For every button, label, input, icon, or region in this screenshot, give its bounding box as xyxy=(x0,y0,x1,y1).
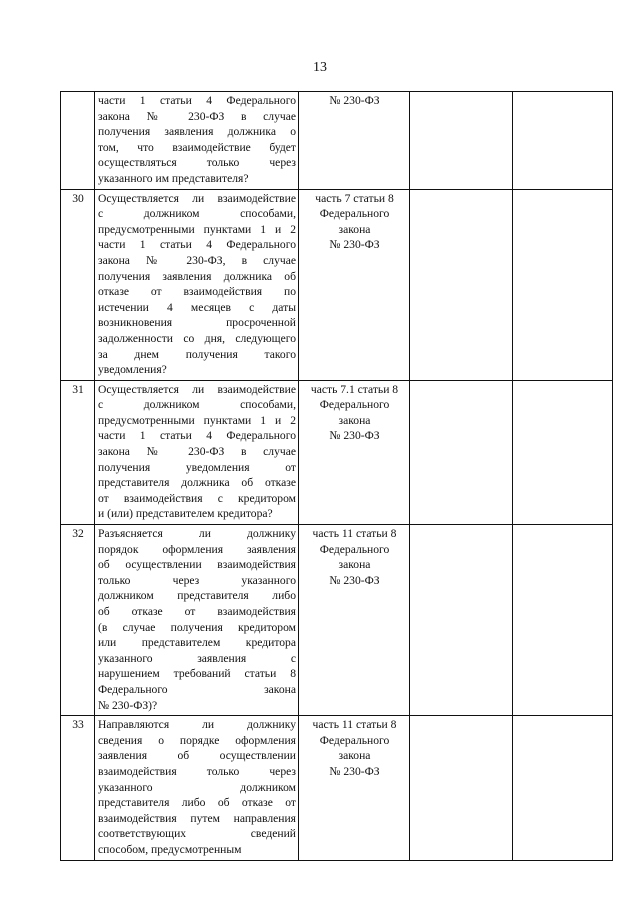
question-text-line: с должником способами, xyxy=(98,207,296,221)
question-text-line: порядок оформления заявления xyxy=(98,542,296,556)
question-text-line: предусмотренными пунктами 1 и 2 xyxy=(98,222,296,236)
legal-basis-line: закона xyxy=(338,749,371,763)
question-text-line: № 230-ФЗ)? xyxy=(98,698,158,712)
question-text-line: получения заявления должника об xyxy=(98,269,296,283)
question-cell xyxy=(95,189,299,380)
question-text-line: представителя либо об отказе от xyxy=(98,796,296,810)
question-text-line: Разъясняется ли должнику xyxy=(98,527,296,541)
question-text-line: части 1 статьи 4 Федерального xyxy=(98,94,296,107)
question-text-line: том, что взаимодействие будет xyxy=(98,140,296,154)
legal-basis-line: часть 11 статьи 8 xyxy=(312,527,397,541)
question-text-line: за днем получения такого xyxy=(98,347,296,361)
question-text-line: указанного должником xyxy=(98,780,296,794)
question-text-line: только через указанного xyxy=(98,573,296,587)
table-row xyxy=(61,92,613,190)
answer-cell xyxy=(410,92,513,190)
answer-cell xyxy=(410,380,513,524)
checklist-table xyxy=(60,91,613,861)
question-text-line: осуществляться только через xyxy=(98,156,296,170)
question-text-line: сведения о порядке оформления xyxy=(98,733,296,747)
legal-basis-line: № 230-ФЗ xyxy=(329,764,380,778)
row-number: 31 xyxy=(61,380,95,524)
question-text-line: (в случае получения кредитором xyxy=(98,620,296,634)
question-text-line: части 1 статьи 4 Федерального xyxy=(98,429,296,443)
question-text-line: соответствующих сведений xyxy=(98,827,296,841)
table-row xyxy=(61,189,613,380)
question-text-line: взаимодействия только через xyxy=(98,764,296,778)
legal-basis-line: № 230-ФЗ xyxy=(329,94,380,107)
question-text-line: представителя должника об отказе xyxy=(98,476,296,490)
question-cell xyxy=(95,92,299,190)
row-number: 32 xyxy=(61,525,95,716)
note-cell xyxy=(513,189,613,380)
table-row xyxy=(61,380,613,524)
legal-basis-line: № 230-ФЗ xyxy=(329,238,380,252)
legal-basis-line: № 230-ФЗ xyxy=(329,429,380,443)
legal-basis-line: часть 7 статьи 8 xyxy=(315,191,394,205)
note-cell xyxy=(513,716,613,860)
note-cell xyxy=(513,380,613,524)
question-text-line: заявления об осуществлении xyxy=(98,749,296,763)
legal-basis-cell xyxy=(299,525,410,716)
row-number: 30 xyxy=(61,189,95,380)
row-number xyxy=(61,92,95,190)
legal-basis-line: Федерального xyxy=(319,398,390,412)
question-text-line: закона № 230-ФЗ в случае xyxy=(98,109,296,123)
page-number: 13 xyxy=(313,60,327,75)
legal-basis-line: № 230-ФЗ xyxy=(329,573,380,587)
question-text-line: нарушением требований статьи 8 xyxy=(98,667,296,681)
question-text-line: и (или) представителем кредитора? xyxy=(98,507,273,521)
question-text-line: с должником способами, xyxy=(98,398,296,412)
question-text-line: взаимодействия путем направления xyxy=(98,811,296,825)
question-cell xyxy=(95,525,299,716)
legal-basis-cell xyxy=(299,716,410,860)
legal-basis-line: закона xyxy=(338,558,371,572)
legal-basis-line: закона xyxy=(338,222,371,236)
question-text-line: Федерального закона xyxy=(98,682,296,696)
legal-basis-cell xyxy=(299,380,410,524)
question-text-line: способом, предусмотренным xyxy=(98,842,242,856)
question-text-line: отказе от взаимодействия по xyxy=(98,285,296,299)
question-text-line: части 1 статьи 4 Федерального xyxy=(98,238,296,252)
question-text-line: от взаимодействия с кредитором xyxy=(98,491,296,505)
answer-cell xyxy=(410,716,513,860)
row-number: 33 xyxy=(61,716,95,860)
legal-basis-line: часть 11 статьи 8 xyxy=(312,718,397,732)
question-text-line: об осуществлении взаимодействия xyxy=(98,558,296,572)
question-text-line: указанного заявления с xyxy=(98,651,296,665)
question-text-line: Направляются ли должнику xyxy=(98,718,296,732)
question-text-line: задолженности со дня, следующего xyxy=(98,331,296,345)
legal-basis-line: часть 7.1 статьи 8 xyxy=(310,382,399,396)
legal-basis-line: закона xyxy=(338,413,371,427)
legal-basis-line: Федерального xyxy=(319,207,390,221)
note-cell xyxy=(513,92,613,190)
question-text-line: истечении 4 месяцев с даты xyxy=(98,300,296,314)
question-text-line: получения заявления должника о xyxy=(98,125,296,139)
legal-basis-line: Федерального xyxy=(319,733,390,747)
legal-basis-cell xyxy=(299,189,410,380)
legal-basis-line: Федерального xyxy=(319,542,390,556)
table-row xyxy=(61,525,613,716)
question-text-line: закона № 230-ФЗ в случае xyxy=(98,445,296,459)
question-text-line: об отказе от взаимодействия xyxy=(98,605,296,618)
question-text-line: должником представителя либо xyxy=(98,589,296,603)
question-cell xyxy=(95,380,299,524)
note-cell xyxy=(513,525,613,716)
question-text-line: указанного им представителя? xyxy=(98,171,249,185)
legal-basis-cell xyxy=(299,92,410,190)
question-text-line: или представителем кредитора xyxy=(98,636,296,650)
question-text-line: возникновения просроченной xyxy=(98,316,296,330)
question-text-line: предусмотренными пунктами 1 и 2 xyxy=(98,413,296,427)
question-text-line: Осуществляется ли взаимодействие xyxy=(98,191,296,205)
question-cell xyxy=(95,716,299,860)
table-row xyxy=(61,716,613,860)
question-text-line: получения уведомления от xyxy=(98,460,296,474)
answer-cell xyxy=(410,189,513,380)
question-text-line: Осуществляется ли взаимодействие xyxy=(98,382,296,396)
question-text-line: закона № 230-ФЗ, в случае xyxy=(98,253,296,267)
question-text-line: уведомления? xyxy=(98,363,167,377)
answer-cell xyxy=(410,525,513,716)
